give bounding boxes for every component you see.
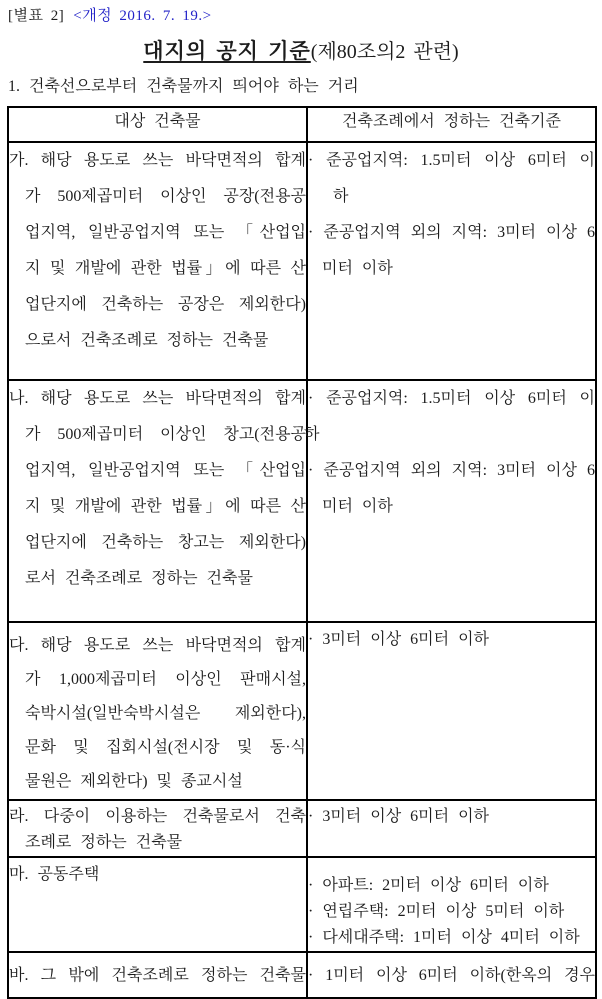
- section-title: 1. 건축선으로부터 건축물까지 띄어야 하는 거리: [8, 78, 359, 95]
- text-line: · 3미터 이상 6미터 이하: [308, 631, 489, 648]
- building-standard-cell: [307, 800, 596, 857]
- setback-standards-table: [7, 106, 597, 999]
- page-title: [7, 38, 595, 67]
- text-line: 지 및 개발에 관한 법률」에 따른 산: [25, 260, 306, 277]
- building-standard-cell: [307, 952, 596, 998]
- text-line: 문화 및 집회시설(전시장 및 동·식: [25, 739, 306, 756]
- text-line: 로서 건축조례로 정하는 건축물: [25, 570, 253, 587]
- text-line: · 준공업지역: 1.5미터 이상 6미터 이: [308, 152, 595, 169]
- col-header-standard: 건축조례에서 정하는 건축기준: [307, 107, 596, 142]
- text-line: 가 500제곱미터 이상인 창고(전용공: [25, 426, 306, 443]
- table-header-row: [8, 107, 596, 142]
- text-line: 다. 해당 용도로 쓰는 바닥면적의 합계: [9, 637, 306, 654]
- text-line: 업지역, 일반공업지역 또는 「산업입: [25, 224, 306, 241]
- text-line: 라. 다중이 이용하는 건축물로서 건축: [9, 808, 306, 825]
- target-building-cell: [8, 952, 307, 998]
- table-row-da: [8, 622, 596, 800]
- text-line: 마. 공동주택: [9, 866, 100, 883]
- text-line: 가 1,000제곱미터 이상인 판매시설,: [25, 671, 306, 688]
- text-line: · 3미터 이상 6미터 이하: [308, 808, 489, 825]
- col-header-target: 대상 건축물: [8, 107, 307, 142]
- building-standard-cell: [304, 380, 596, 622]
- target-building-cell: [8, 622, 307, 800]
- table-row-ba: [8, 952, 596, 998]
- text-line: · 준공업지역 외의 지역: 3미터 이상 6: [308, 462, 595, 479]
- text-line: 물원은 제외한다) 및 종교시설: [25, 773, 243, 790]
- text-line: · 다세대주택: 1미터 이상 4미터 이하: [308, 929, 580, 946]
- building-standard-cell: [307, 622, 596, 800]
- table-row-na: [8, 380, 596, 622]
- table-row-ra: [8, 800, 596, 857]
- table-row-ga: [8, 142, 596, 380]
- text-line: 조례로 정하는 건축물: [25, 834, 183, 851]
- text-line: · 1미터 이상 6미터 이하(한옥의 경우: [308, 967, 595, 984]
- text-line: · 아파트: 2미터 이상 6미터 이하: [308, 877, 549, 894]
- text-line: · 준공업지역 외의 지역: 3미터 이상 6: [308, 224, 595, 241]
- target-building-cell: [8, 380, 307, 622]
- building-standard-cell: [307, 857, 596, 952]
- text-line: 하: [304, 426, 320, 443]
- page-title-suffix: (제80조의2 관련): [310, 41, 459, 63]
- text-line: · 준공업지역: 1.5미터 이상 6미터 이: [308, 390, 595, 407]
- target-building-cell: [8, 142, 307, 380]
- target-building-cell: [8, 800, 307, 857]
- building-standard-cell: [307, 142, 596, 380]
- text-line: 업단지에 건축하는 공장은 제외한다): [25, 296, 306, 313]
- text-line: 미터 이하: [322, 498, 393, 515]
- table-row-ma: [8, 857, 596, 952]
- text-line: 지 및 개발에 관한 법률」에 따른 산: [25, 498, 306, 515]
- annex-header: [7, 7, 595, 25]
- text-line: 가. 해당 용도로 쓰는 바닥면적의 합계: [9, 152, 306, 169]
- text-line: 미터 이하: [322, 260, 393, 277]
- text-line: 업지역, 일반공업지역 또는 「산업입: [25, 462, 306, 479]
- annex-label: [별표 2]: [8, 8, 65, 24]
- text-line: 나. 해당 용도로 쓰는 바닥면적의 합계: [9, 390, 306, 407]
- target-building-cell: [8, 857, 307, 952]
- text-line: 하: [333, 188, 349, 205]
- text-line: 으로서 건축조례로 정하는 건축물: [25, 332, 269, 349]
- text-line: 업단지에 건축하는 창고는 제외한다): [25, 534, 306, 551]
- text-line: 가 500제곱미터 이상인 공장(전용공: [25, 188, 306, 205]
- text-line: 숙박시설(일반숙박시설은 제외한다),: [25, 705, 306, 722]
- page-title-main: 대지의 공지 기준: [143, 39, 311, 63]
- text-line: 바. 그 밖에 건축조례로 정하는 건축물: [9, 967, 306, 984]
- revision-note: <개정 2016. 7. 19.>: [73, 8, 212, 24]
- text-line: · 연립주택: 2미터 이상 5미터 이하: [308, 903, 565, 920]
